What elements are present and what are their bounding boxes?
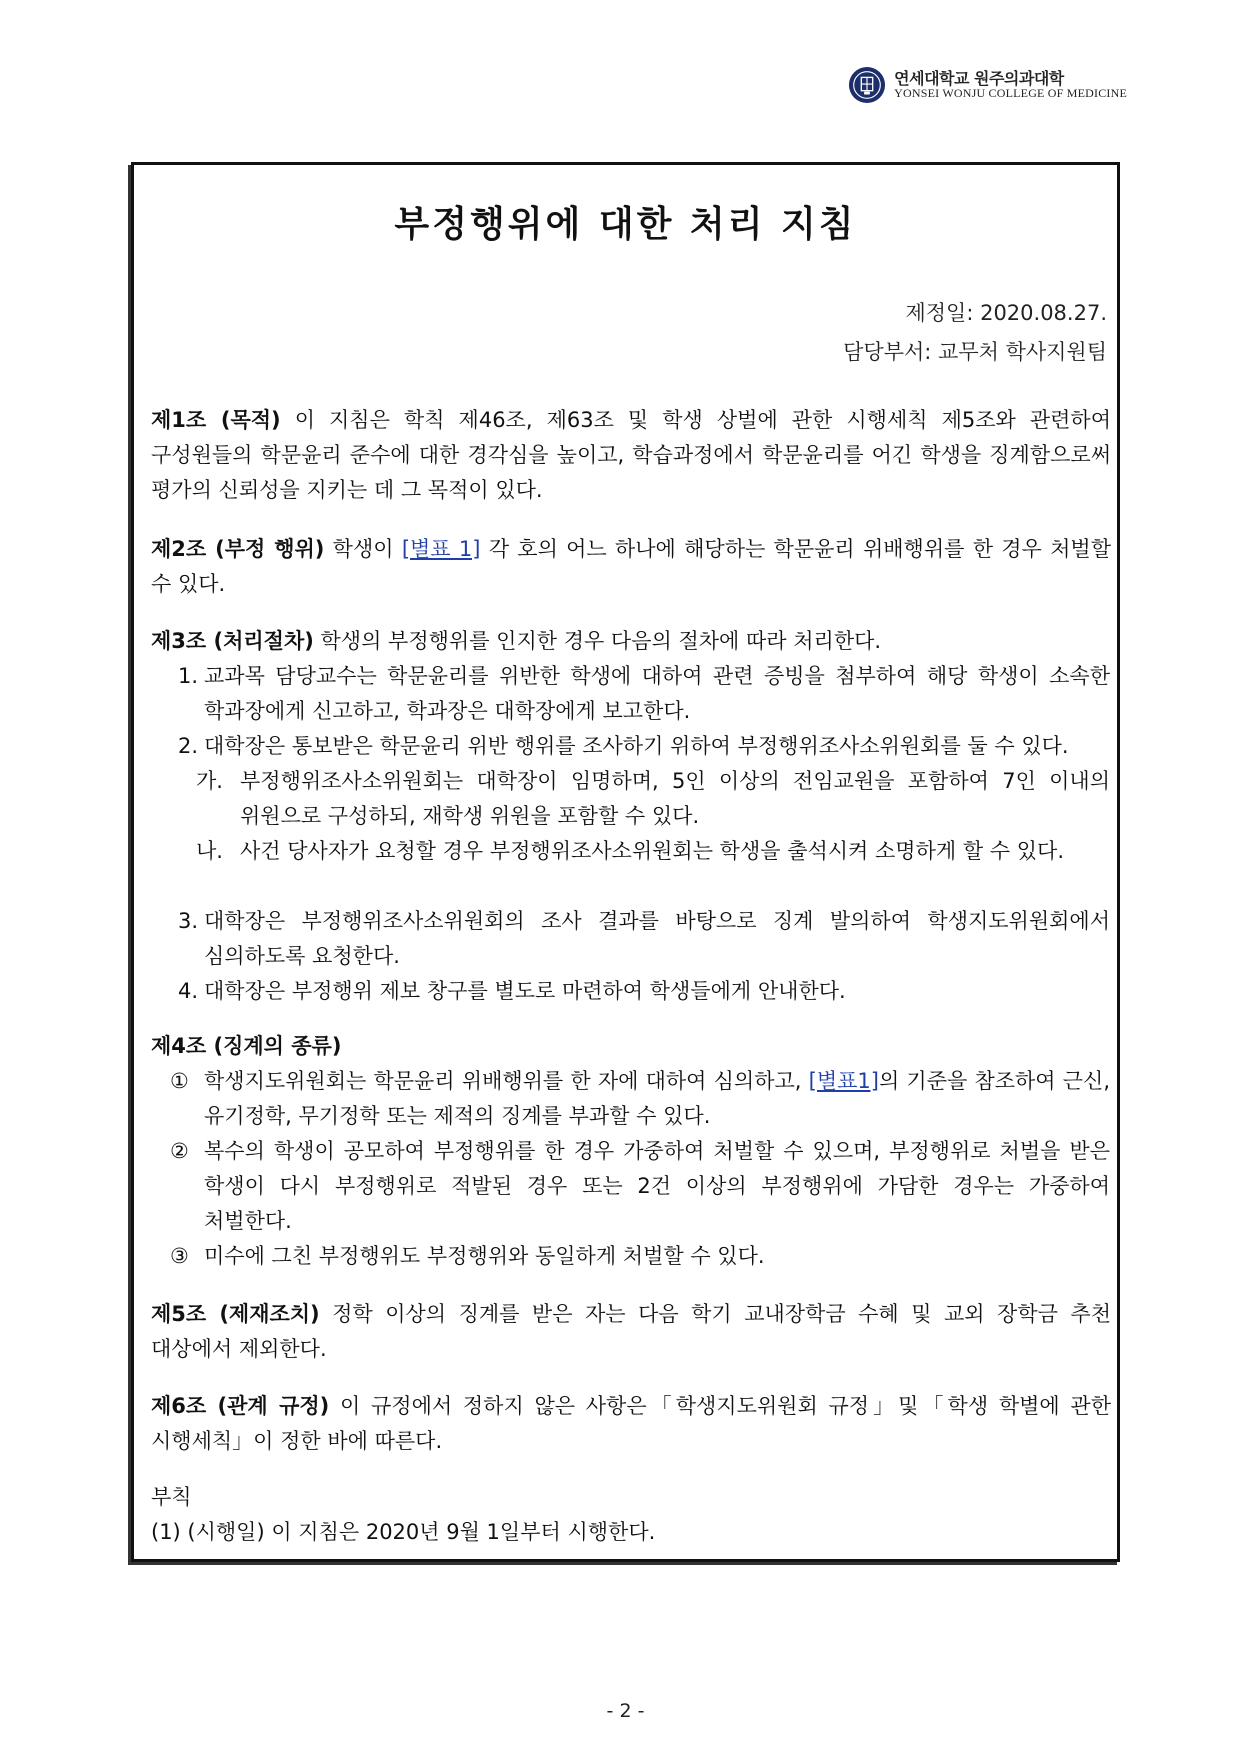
article-text: 각 호의 어느 하나에 해당하는 학문윤리 위배행위를 한 경우 처벌할 수 있다. xyxy=(151,537,1111,596)
list-item xyxy=(204,1064,1110,1134)
article-text: 학생의 부정행위를 인지한 경우 다음의 절차에 따라 처리한다. xyxy=(313,629,882,653)
article-heading: 제6조 (관계 규정) xyxy=(151,1394,330,1418)
college-logo xyxy=(848,66,1127,104)
article-text: 이 지침은 학칙 제46조, 제63조 및 학생 상벌에 관한 시행세칙 제5조와 관련하여 구성원들의 학문윤리 준수에 대한 경각심을 높이고, 학습과정에서 학문윤리를 어긴 학생을 징계함으로써 평가의 신뢰성을 지키는 데 그 목적이 있다. xyxy=(151,408,1112,502)
article-heading: 제1조 (목적) xyxy=(151,408,281,432)
article-heading: 제2조 (부정 행위) xyxy=(151,537,325,561)
enacted-date: 제정일: 2020.08.27. xyxy=(905,301,1107,325)
article-5 xyxy=(151,1297,1111,1367)
article-3 xyxy=(151,624,1111,659)
article-6 xyxy=(151,1389,1111,1459)
article-heading: 제5조 (제재조치) xyxy=(151,1302,320,1326)
list-number: 2. xyxy=(178,734,199,758)
list-item: 대학장은 부정행위 제보 창구를 별도로 마련하여 학생들에게 안내한다. xyxy=(204,979,846,1003)
addendum-text: (1) (시행일) 이 지침은 2020년 9월 1일부터 시행한다. xyxy=(151,1520,656,1544)
list-number: ① xyxy=(170,1069,189,1093)
list-item: 대학장은 통보받은 학문윤리 위반 행위를 조사하기 위하여 부정행위조사소위원회를 둘 수 있다. xyxy=(204,734,1069,758)
appendix-link[interactable]: [별표 1] xyxy=(401,537,481,561)
list-number: ③ xyxy=(170,1244,189,1268)
list-number: 1. xyxy=(178,664,199,688)
org-name-en: YONSEI WONJU COLLEGE OF MEDICINE xyxy=(894,86,1127,101)
list-item-text: 의 기준을 참조하여 근신, 유기정학, 무기정학 또는 제적의 징계를 부과할 수 있다. xyxy=(204,1069,1111,1128)
document-title: 부정행위에 대한 처리 지침 xyxy=(394,204,857,245)
sub-list-number: 나. xyxy=(196,839,223,863)
list-item: 대학장은 부정행위조사소위원회의 조사 결과를 바탕으로 징계 발의하여 학생지도위원회에서 심의하도록 요청한다. xyxy=(204,909,1110,968)
list-item: 복수의 학생이 공모하여 부정행위를 한 경우 가중하여 처벌할 수 있으며, 부정행위로 처벌을 받은 학생이 다시 부정행위로 적발된 경우 또는 2건 이상의 부정행위에 가담한 경우는 가중하여 처벌한다. xyxy=(204,1139,1110,1233)
article-1 xyxy=(151,403,1111,508)
article-text: 정학 이상의 징계를 받은 자는 다음 학기 교내장학금 수혜 및 교외 장학금 추천 대상에서 제외한다. xyxy=(151,1302,1111,1361)
list-item: 교과목 담당교수는 학문윤리를 위반한 학생에 대하여 관련 증빙을 첨부하여 해당 학생이 소속한 학과장에게 신고하고, 학과장은 대학장에게 보고한다. xyxy=(204,664,1110,723)
sub-list-item: 부정행위조사소위원회는 대학장이 임명하며, 5인 이상의 전임교원을 포함하여 7인 이내의 위원으로 구성하되, 재학생 위원을 포함할 수 있다. xyxy=(240,769,1110,828)
article-text: 이 규정에서 정하지 않은 사항은「학생지도위원회 규정」및「학생 학별에 관한 시행세칙」이 정한 바에 따른다. xyxy=(151,1394,1111,1453)
article-2 xyxy=(151,532,1111,602)
appendix-link[interactable]: [별표1] xyxy=(808,1069,879,1093)
department: 담당부서: 교무처 학사지원팀 xyxy=(843,340,1107,364)
article-4 xyxy=(151,1029,1111,1064)
list-number: ② xyxy=(170,1139,189,1163)
sub-list-number: 가. xyxy=(196,769,223,793)
list-item: 미수에 그친 부정행위도 부정행위와 동일하게 처벌할 수 있다. xyxy=(204,1244,765,1268)
list-number: 3. xyxy=(178,909,199,933)
article-heading: 제4조 (징계의 종류) xyxy=(151,1034,342,1058)
university-seal-icon xyxy=(848,66,886,104)
page-number: - 2 - xyxy=(606,1700,645,1722)
list-number: 4. xyxy=(178,979,199,1003)
article-text: 학생이 xyxy=(324,537,402,561)
org-name-kr: 연세대학교 원주의과대학 xyxy=(894,68,1064,88)
article-heading: 제3조 (처리절차) xyxy=(151,629,314,653)
list-item-text: 학생지도위원회는 학문윤리 위배행위를 한 자에 대하여 심의하고, xyxy=(204,1069,809,1093)
sub-list-item: 사건 당사자가 요청할 경우 부정행위조사소위원회는 학생을 출석시켜 소명하게 할 수 있다. xyxy=(240,839,1065,863)
addendum-title: 부칙 xyxy=(151,1485,192,1509)
